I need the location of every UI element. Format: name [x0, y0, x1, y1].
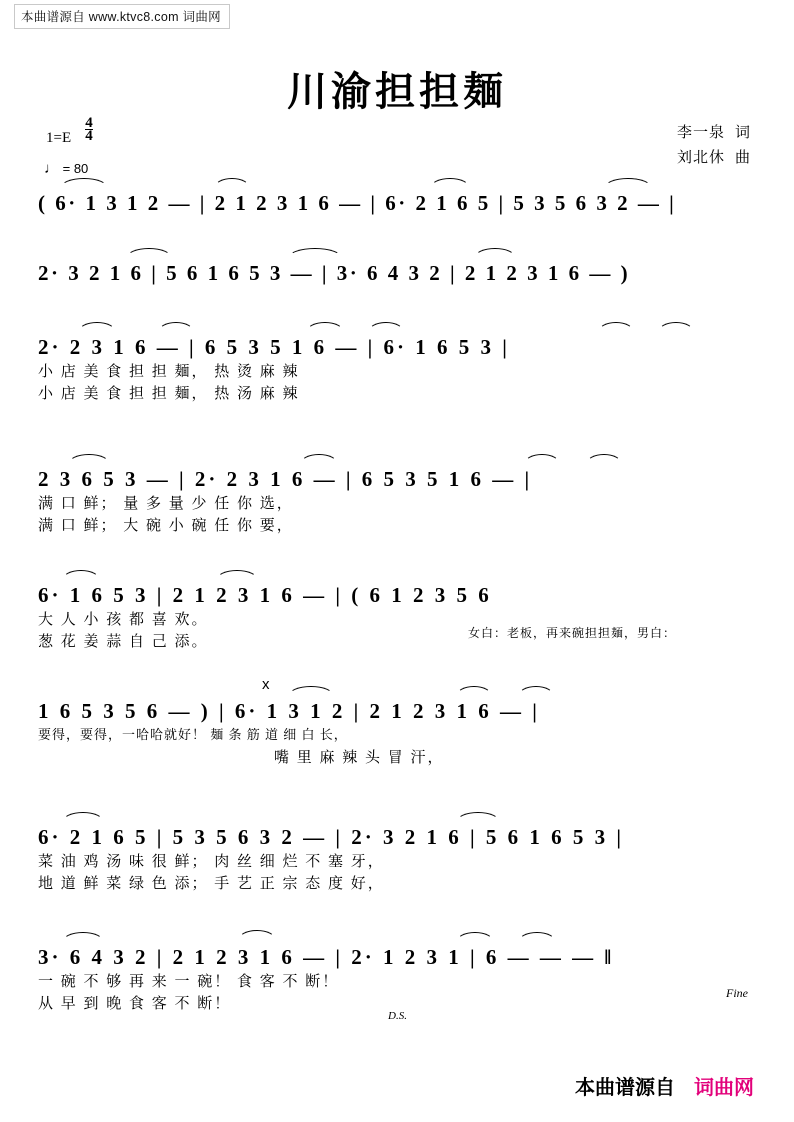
system-verse-1 — [38, 330, 756, 404]
music-notation-line: 2 3 6 5 3 — | 2· 2 3 1 6 — | 6 5 3 5 1 6 — | — [38, 467, 533, 491]
bottom-watermark-text: 本曲谱源自 — [575, 1077, 675, 1099]
music-notation-line: 6· 1 6 5 3 | 2 1 2 3 1 6 — | ( 6 1 2 3 5 6 — [38, 583, 492, 607]
segno-icon: x — [262, 676, 270, 693]
bottom-watermark — [575, 1071, 754, 1100]
music-notation-line: 6· 2 1 6 5 | 5 3 5 6 3 2 — | 2· 3 2 1 6 | 5 6 1 6 5 3 | — [38, 825, 625, 849]
music-notation-line: 2· 3 2 1 6 | 5 6 1 6 5 3 — | 3· 6 4 3 2 | 2 1 2 3 1 6 — ) — [38, 261, 631, 285]
top-watermark — [14, 4, 230, 29]
key-signature: 1=E — [46, 130, 72, 146]
music-notation-line: 2· 2 3 1 6 — | 6 5 3 5 1 6 — | 6· 1 6 5 3 | — [38, 335, 510, 359]
key-meter-block — [46, 115, 93, 147]
system-verse-2 — [38, 462, 756, 536]
tempo-value: = 80 — [62, 161, 89, 176]
tempo-marking — [44, 160, 88, 177]
music-notation-line: 1 6 5 3 5 6 — ) | 6· 1 3 1 2 | 2 1 2 3 1 6 — | — [38, 699, 540, 723]
credit-composer — [677, 145, 750, 170]
ds-marking: D.S. — [388, 1010, 407, 1022]
lyricist-role: 词 — [734, 124, 750, 141]
page-title: 川渝担担麺 — [287, 69, 507, 114]
lyrics-verse-1: 小 店 美 食 担 担 麺， 热 烫 麻 辣 — [38, 364, 300, 380]
lyrics-verse-1: 大 人 小 孩 都 喜 欢。 — [38, 612, 209, 628]
composer-name: 刘北休 — [676, 149, 725, 166]
music-notation-line: ( 6· 1 3 1 2 — | 2 1 2 3 1 6 — | 6· 2 1 6 5 | 5 3 5 6 3 2 — | — [38, 191, 677, 215]
time-signature-numerator: 4 — [85, 115, 93, 131]
system-intro-2 — [38, 256, 756, 286]
credits — [677, 120, 750, 170]
time-signature-denominator: 4 — [85, 128, 93, 144]
credit-lyricist — [677, 120, 750, 145]
lyrics-verse-2: 从 早 到 晚 食 客 不 断！ — [38, 996, 232, 1012]
system-verse-4 — [38, 676, 756, 768]
system-verse-6 — [38, 940, 756, 1022]
lyrics-verse-2: 小 店 美 食 担 担 麺， 热 汤 麻 辣 — [38, 386, 300, 402]
time-signature — [85, 115, 93, 144]
lyrics-verse-2: 嘴 里 麻 辣 头 冒 汗， — [274, 750, 445, 766]
system-verse-3 — [38, 578, 756, 652]
system-intro-1 — [38, 186, 756, 216]
top-watermark-text: 本曲谱源自 www.ktvc8.com 词曲网 — [21, 10, 221, 24]
lyrics-verse-2: 地 道 鲜 菜 绿 色 添； 手 艺 正 宗 态 度 好， — [38, 876, 385, 892]
composer-role: 曲 — [734, 149, 750, 166]
lyrics-verse-1: 要得，要得，一哈哈就好！ 麺 条 筋 道 细 白 长， — [38, 727, 348, 742]
lyrics-verse-2: 满 口 鲜； 大 碗 小 碗 任 你 要， — [38, 518, 294, 534]
lyrics-verse-1: 菜 油 鸡 汤 味 很 鲜； 肉 丝 细 烂 不 塞 牙， — [38, 854, 385, 870]
spoken-dialogue: 女白：老板，再来碗担担麺，男白： — [468, 626, 677, 640]
coda-mark — [238, 930, 276, 940]
fine-marking: Fine — [726, 986, 748, 1000]
lyrics-verse-1: 满 口 鲜； 量 多 量 少 任 你 选， — [38, 496, 294, 512]
music-notation-line: 3· 6 4 3 2 | 2 1 2 3 1 6 — | 2· 1 2 3 1 | 6 — — — ‖ — [38, 945, 615, 969]
bottom-watermark-site: 词曲网 — [694, 1077, 754, 1099]
lyrics-verse-2: 葱 花 姜 蒜 自 己 添。 — [38, 634, 209, 650]
system-verse-5 — [38, 820, 756, 894]
lyrics-verse-1: 一 碗 不 够 再 来 一 碗！ 食 客 不 断！ — [38, 974, 340, 990]
quarter-note-icon: ♩ — [44, 160, 59, 177]
lyricist-name: 李一泉 — [676, 124, 725, 141]
